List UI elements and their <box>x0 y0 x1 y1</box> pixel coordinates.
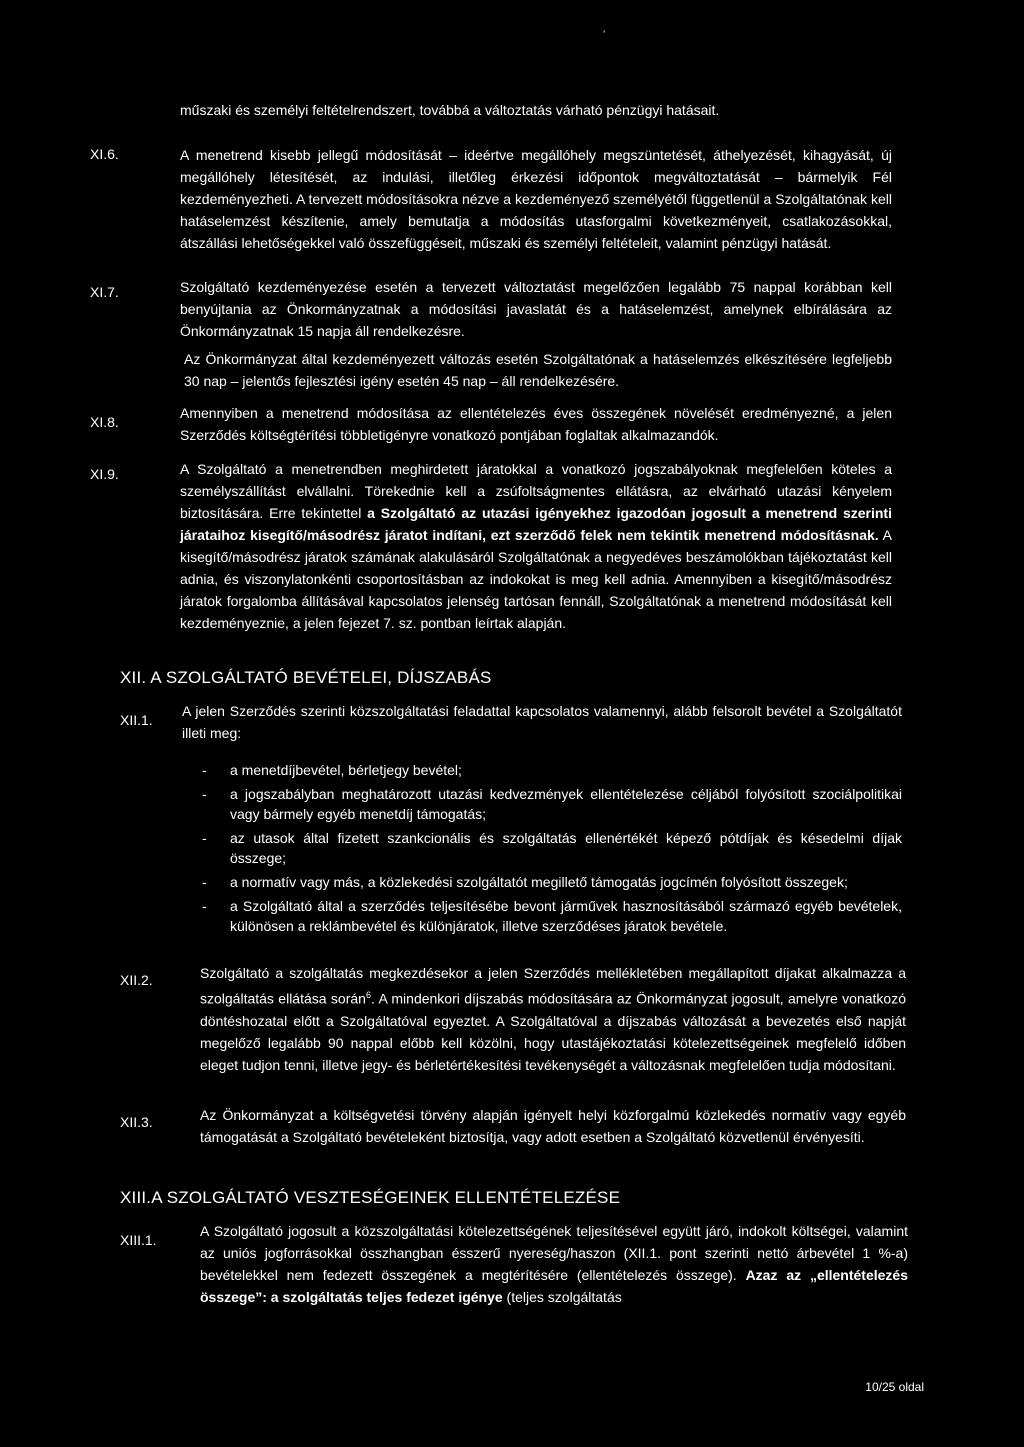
section-text-xi7: Szolgáltató kezdeményezése esetén a tervezett változtatást megelőzően legalább 75 nappal korábban kell benyújtania az Önkormányzatnak a módosítási javaslatát és a hatáselemzést, amelynek elbírálására az Önkormányzatnak 15 napja áll rendelkezésre. <box>180 279 892 339</box>
list-item: - a jogszabályban meghatározott utazási kedvezmények ellentételezése céljából folyósított szociálpolitikai vagy bármely egyéb menetdíj támogatás; <box>202 784 902 824</box>
section-text-xi9-part-b: A kisegítő/másodrész járatok számának alakulásáról Szolgáltatónak a negyedéves beszámolókban tájékoztatást kell adnia, és viszonylatonkénti csoportosításban az indokokat is meg kell adnia. Amennyiben a kisegítő/másodrész járatok forgalomba állításával kapcsolatos jelenség tartósan fennáll, Szolgáltatónak a menetrend módosítását kell kezdeményeznie, a jelen fejezet 7. sz. pontban leírtak alapján. <box>180 527 892 631</box>
section-text-xiii1-part-a: A Szolgáltató jogosult a közszolgáltatási kötelezettségének teljesítésével együtt járó, indokolt költségei, valamint az uniós jogforrásokkal összhangban ésszerű nyereség/haszon (XII.1. pont szerinti nettó árbevétel 1 %-a) bevételekkel nem fedezett összegének a megtérítésére (ellentételezés összege). <box>200 1223 908 1283</box>
footnote-marker: 6 <box>365 990 371 1000</box>
section-text-xi6: A menetrend kisebb jellegű módosítását – ideértve megállóhely megszüntetését, áthelyezését, kihagyását, új megállóhely létesítését, az indulási, illetőleg érkezési időpontok megváltoztatását – bármelyik Fél kezdeményezheti. A tervezett módosításokra nézve a kezdeményező személyétől függetlenül a Szolgáltatónak kell hatáselemzést készítenie, amely bemutatja a módosítás utasforgalmi következményeit, csatlakozásokkal, átszállási lehetőségekkel való összefüggéseit, műszaki és személyi feltételeit, valamint pénzügyi hatását. <box>180 147 892 251</box>
section-number-xi7: XI.7. <box>90 284 119 300</box>
section-text-xi8: Amennyiben a menetrend módosítása az ellentételezés éves összegének növelését eredményezné, a jelen Szerződés költségtérítési többletigényre vonatkozó pontjában foglaltak alkalmazandók. <box>180 405 892 443</box>
section-number-xii3: XII.3. <box>120 1114 153 1130</box>
list-item: - a Szolgáltató által a szerződés teljesítésébe bevont járművek hasznosításából származó egyéb bevételek, különösen a reklámbevétel és különjáratok, illetve szerződéses járatok bevétele. <box>202 896 902 936</box>
revenue-list <box>202 760 902 940</box>
section-number-xii2: XII.2. <box>120 972 153 988</box>
page-number: 10/25 oldal <box>865 1380 924 1394</box>
section-text-xii2-part-a: Szolgáltató a szolgáltatás megkezdésekor a jelen Szerződés mellékletében megállapított díjakat alkalmazza a szolgáltatás ellátása során <box>200 965 906 1007</box>
section-text-xii2-part-b: . A mindenkori díjszabás módosítására az Önkormányzat jogosult, amelyre vonatkozó döntéshozatal előtt a Szolgáltatóval egyeztet. A Szolgáltatóval a díjszabás változását a bevezetés első napját megelőző legalább 90 nappal előbb kell közölni, hogy utastájékoztatási kötelezettségeinek megfelelő időben eleget tudjon tenni, illetve jegy- és bérletértékesítési tevékenységét a változásnak megfelelően tudja módosítani. <box>200 990 906 1073</box>
section-number-xii1: XII.1. <box>120 712 153 728</box>
top-mark: ʼ <box>603 30 606 41</box>
section-text-xiii1-bold: Azaz az „ellentételezés összege”: a szolgáltatás teljes fedezet igénye <box>200 1267 909 1305</box>
section-text-xii1: A jelen Szerződés szerinti közszolgáltatási feladattal kapcsolatos valamennyi, alább felsorolt bevétel a Szolgáltatót illeti meg: <box>182 703 902 741</box>
section-number-xiii1: XIII.1. <box>120 1232 157 1248</box>
section-text-xii3: Az Önkormányzat a költségvetési törvény alapján igényelt helyi közforgalmú közlekedés normatív vagy egyéb támogatását a Szolgáltató bevételeként biztosítja, vagy adott esetben a Szolgáltató közvetlenül érvényesíti. <box>200 1107 906 1145</box>
list-item: - a normatív vagy más, a közlekedési szolgáltatót megillető támogatás jogcímén folyósított összegek; <box>202 872 902 892</box>
section-text-xii2 <box>200 962 906 1076</box>
section-number-xi9: XI.9. <box>90 466 119 482</box>
section-number-xi6: XI.6. <box>90 146 119 162</box>
intro-line: műszaki és személyi feltételrendszert, továbbá a változtatás várható pénzügyi hatásait. <box>180 102 720 118</box>
list-item: - a menetdíjbevétel, bérletjegy bevétel; <box>202 760 902 780</box>
section-text-xiii1-part-b: (teljes szolgáltatás <box>502 1289 622 1305</box>
section-number-xi8: XI.8. <box>90 414 119 430</box>
heading-xiii: XIII.A SZOLGÁLTATÓ VESZTESÉGEINEK ELLENTÉTELEZÉSE <box>120 1188 621 1207</box>
section-text-xi9-part-a: A Szolgáltató a menetrendben meghirdetett járatokkal a vonatkozó jogszabályoknak megfelelően köteles a személyszállítást elvállalni. Törekednie kell a zsúfoltságmentes ellátásra, az elvárható utazási kényelem biztosítására. Erre tekintettel <box>180 461 892 521</box>
section-text-xi9-bold: a Szolgáltató az utazási igényekhez igazodóan jogosult a menetrend szerinti járataihoz kisegítő/másodrész járatot indítani, ezt szerződő felek nem tekintik menetrend módosításnak. <box>180 505 892 543</box>
section-text-xi9 <box>180 458 892 634</box>
list-item: - az utasok által fizetett szankcionális és szolgáltatás ellenértékét képező pótdíjak és késedelmi díjak összege; <box>202 828 902 868</box>
section-text-xiii1 <box>200 1220 908 1308</box>
heading-xii: XII. A SZOLGÁLTATÓ BEVÉTELEI, DÍJSZABÁS <box>120 668 492 687</box>
section-text-xi7-second: Az Önkormányzat által kezdeményezett változás esetén Szolgáltatónak a hatáselemzés elkészítésére legfeljebb 30 nap – jelentős fejlesztési igény esetén 45 nap – áll rendelkezésére. <box>184 351 892 389</box>
